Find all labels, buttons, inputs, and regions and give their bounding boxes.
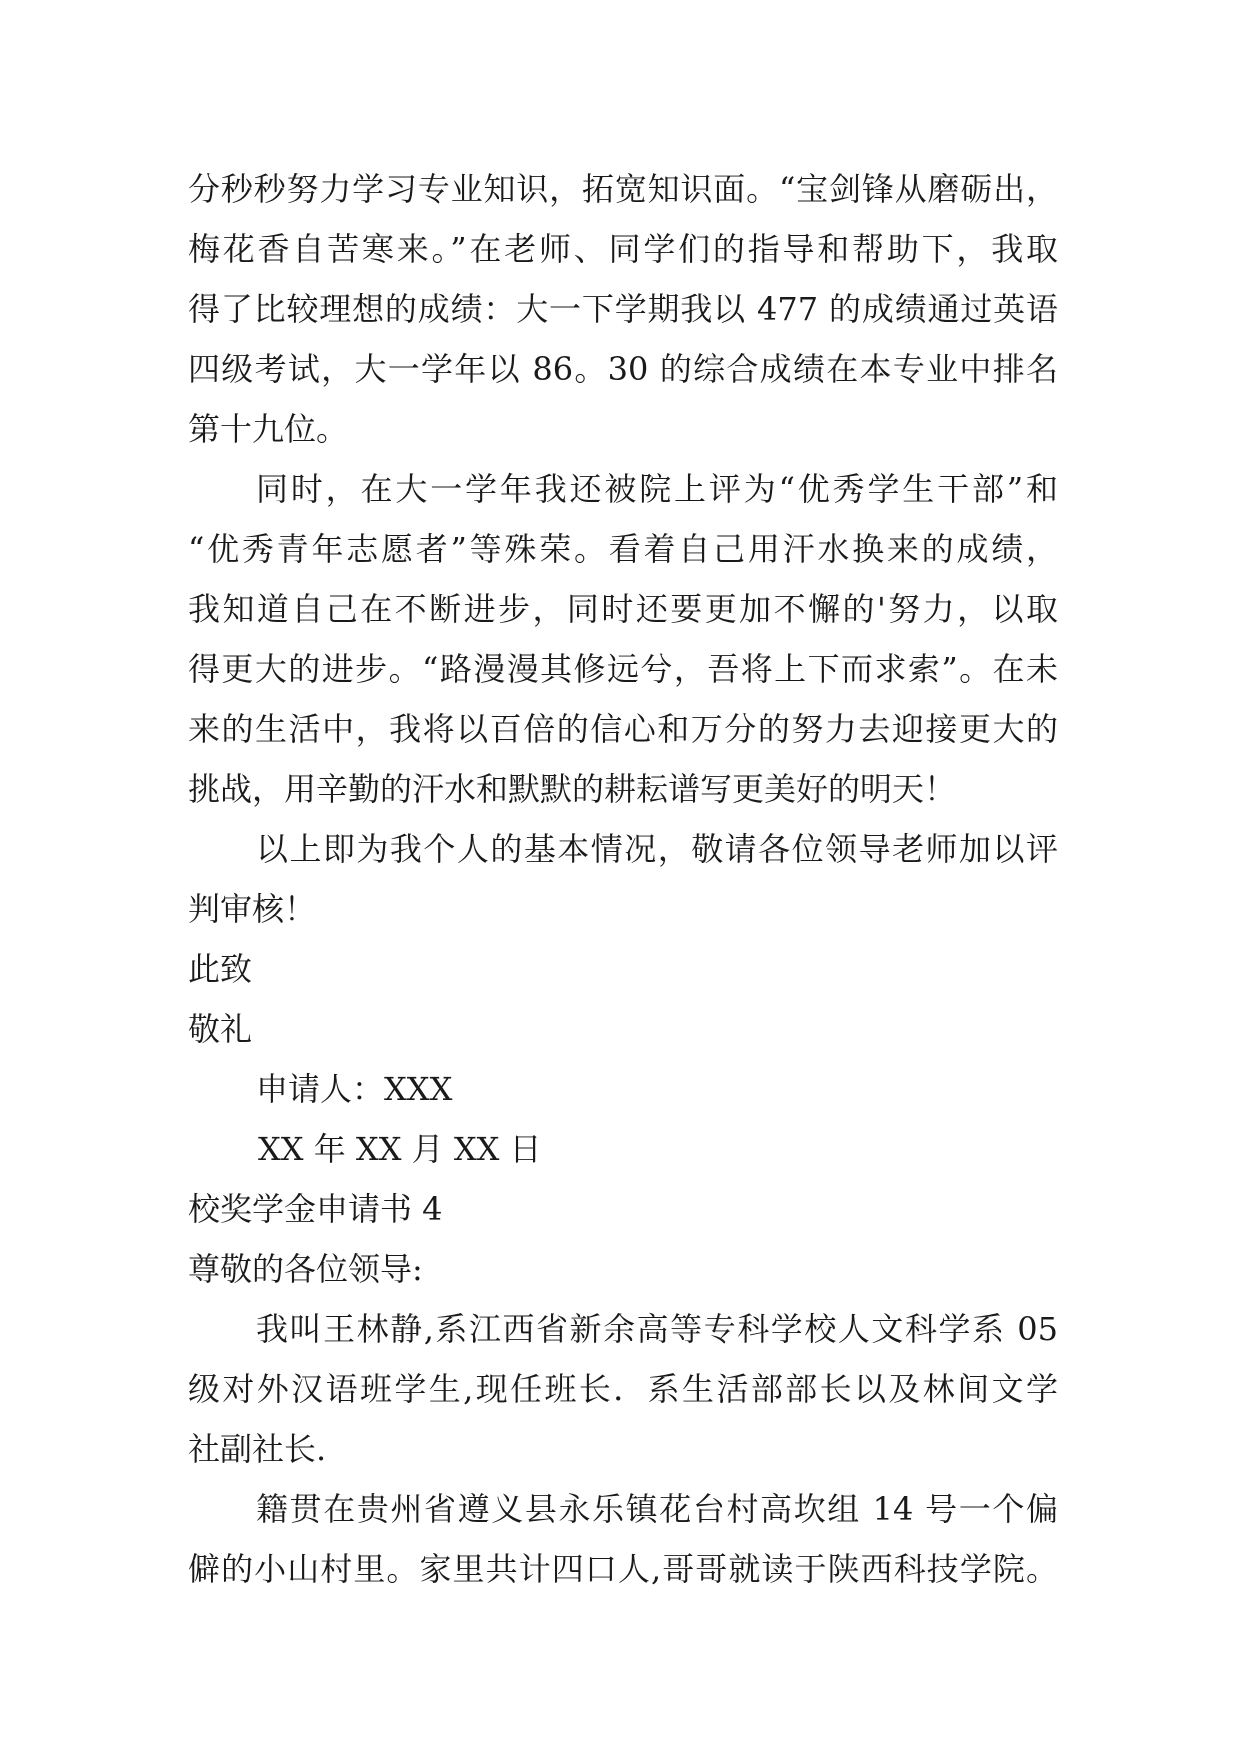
applicant-signature: 申请人：XXX: [256, 1070, 453, 1108]
text-line: 我知道自己在不断进步，同时还要更加不懈的'努力，以取: [188, 590, 1058, 628]
text-line: 僻的小山村里。家里共计四口人,哥哥就读于陕西科技学院。: [188, 1550, 1058, 1588]
text-line: 第十九位。: [188, 410, 349, 448]
paragraph-start-line: 我叫王林静,系江西省新余高等专科学校人文科学系 05: [256, 1310, 1058, 1348]
section-title: 校奖学金申请书 4: [188, 1190, 443, 1228]
text-line: 来的生活中，我将以百倍的信心和万分的努力去迎接更大的: [188, 710, 1058, 748]
text-line: 级对外汉语班学生,现任班长．系生活部部长以及林间文学: [188, 1370, 1058, 1408]
greeting-line: 尊敬的各位领导:: [188, 1250, 423, 1288]
document-body: [188, 159, 1058, 1599]
text-line: 判审核！: [188, 890, 317, 928]
text-line: “优秀青年志愿者”等殊荣。看着自己用汗水换来的成绩，: [188, 530, 1058, 568]
paragraph-start-line: 同时，在大一学年我还被院上评为“优秀学生干部”和: [256, 470, 1058, 508]
text-line: 得了比较理想的成绩：大一下学期我以 477 的成绩通过英语: [188, 290, 1058, 328]
salutation-line: 此致: [188, 950, 253, 988]
paragraph-start-line: 籍贯在贵州省遵义县永乐镇花台村高坎组 14 号一个偏: [256, 1490, 1058, 1528]
salutation-line: 敬礼: [188, 1010, 253, 1048]
text-line: 社副社长.: [188, 1430, 327, 1468]
text-line: 得更大的进步。“路漫漫其修远兮，吾将上下而求索”。在未: [188, 650, 1058, 688]
text-line: 梅花香自苦寒来。”在老师、同学们的指导和帮助下，我取: [188, 230, 1058, 268]
paragraph-start-line: 以上即为我个人的基本情况，敬请各位领导老师加以评: [256, 830, 1058, 868]
text-line: 挑战，用辛勤的汗水和默默的耕耘谱写更美好的明天！: [188, 770, 957, 808]
signature-date: XX 年 XX 月 XX 日: [258, 1130, 542, 1168]
text-line: 分秒秒努力学习专业知识，拓宽知识面。“宝剑锋从磨砺出，: [188, 170, 1058, 208]
text-line: 四级考试，大一学年以 86。30 的综合成绩在本专业中排名: [188, 350, 1058, 388]
